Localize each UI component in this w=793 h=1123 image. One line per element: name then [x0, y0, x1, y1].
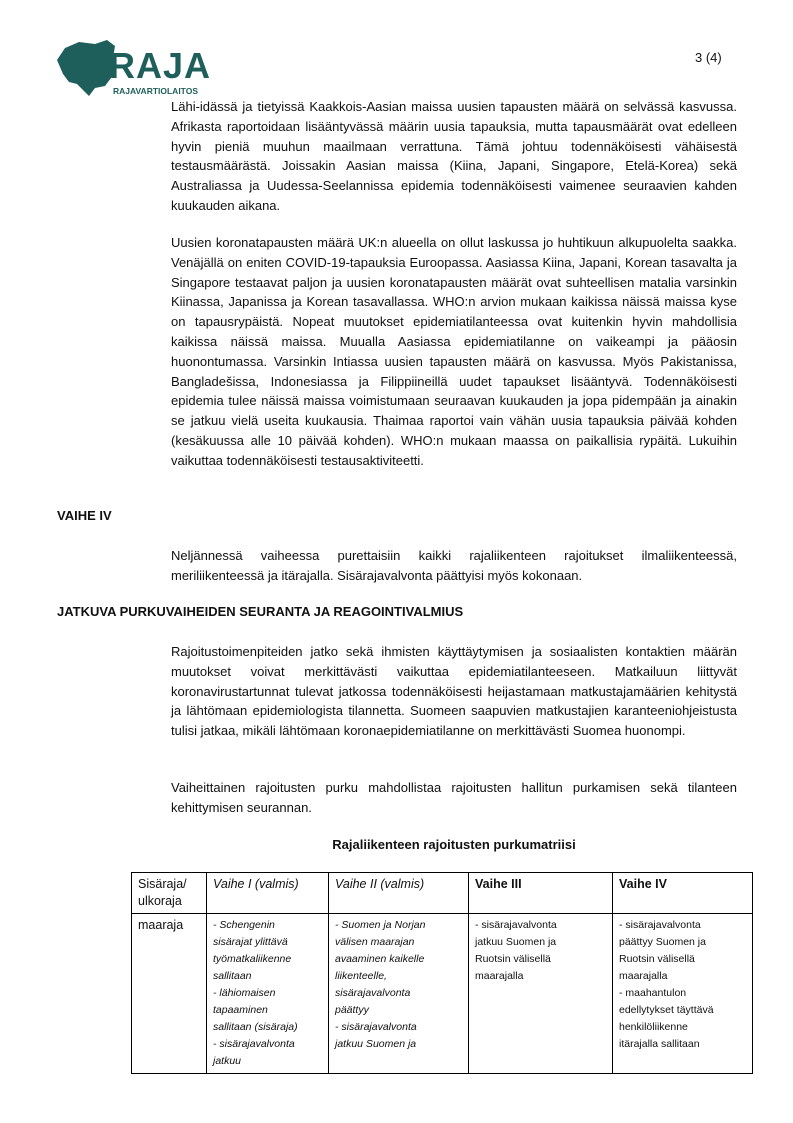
cell-line: - sisärajavalvonta: [335, 1021, 417, 1033]
cell-line: Ruotsin välisellä: [475, 953, 551, 965]
cell-line: - Schengenin: [213, 919, 275, 931]
paragraph-asia-situation: Lähi-idässä ja tietyissä Kaakkois-Aasian maissa uusien tapausten määrä on selvässä kasvussa. Afrikasta raportoidaan lisääntyvässä määrin uusia tapauksia, mutta tapausmäärät ovat edelleen hyvin pieniä muuhun maailmaan verrattuna. Tämä johtuu todennäköisesti vähäisestä testausmäärästä. Joissakin Aasian maissa (Kiina, Japani, Singapore, Etelä-Korea) sekä Australiassa ja Uudessa-Seelannissa epidemia todennäköisesti vaimenee seuraavien kahden kuukauden aikana.: [171, 99, 737, 213]
cell-line: välisen maarajan: [335, 936, 415, 948]
cell-line: - sisärajavalvonta: [475, 919, 557, 931]
svg-text:RAJA: RAJA: [109, 45, 212, 86]
paragraph-phased-lifting: Vaiheittainen rajoitusten purku mahdollistaa rajoitusten hallitun purkamisen sekä tilanteen kehittymisen seurannan.: [171, 780, 737, 815]
table-header-cell: Vaihe IV: [613, 873, 753, 914]
cell-line: liikenteelle,: [335, 970, 387, 982]
page-number: 3 (4): [695, 50, 722, 65]
restrictions-matrix-table: [131, 872, 753, 1074]
cell-line: tapaaminen: [213, 1004, 268, 1016]
cell-line: sallitaan (sisäraja): [213, 1021, 298, 1033]
table-header-cell: Vaihe III: [469, 873, 613, 914]
cell-line: - maahantulon: [619, 987, 687, 999]
table-row: [132, 914, 753, 1074]
cell-line: - sisärajavalvonta: [619, 919, 701, 931]
table-cell-label: maaraja: [132, 914, 207, 1074]
heading-monitoring: JATKUVA PURKUVAIHEIDEN SEURANTA JA REAGOINTIVALMIUS: [57, 604, 464, 619]
cell-line: maarajalla: [619, 970, 668, 982]
cell-line: jatkuu: [213, 1055, 242, 1067]
svg-text:RAJAVARTIOLAITOS: RAJAVARTIOLAITOS: [113, 86, 199, 96]
table-cell: [469, 914, 613, 1074]
cell-line: maarajalla: [475, 970, 524, 982]
table-cell: [613, 914, 753, 1074]
table-header-cell: Sisäraja/ ulkoraja: [132, 873, 207, 914]
heading-vaihe-iv: VAIHE IV: [57, 508, 112, 523]
cell-line: jatkuu Suomen ja: [475, 936, 557, 948]
cell-line: Ruotsin välisellä: [619, 953, 695, 965]
cell-line: päättyy: [335, 1004, 369, 1016]
cell-line: jatkuu Suomen ja: [335, 1038, 417, 1050]
cell-line: itärajalla sallitaan: [619, 1038, 700, 1050]
cell-line: henkilöliikenne: [619, 1021, 688, 1033]
cell-line: sisärajat ylittävä: [213, 936, 288, 948]
cell-line: - Suomen ja Norjan: [335, 919, 426, 931]
table-header-cell: Vaihe I (valmis): [207, 873, 329, 914]
cell-line: työmatkaliikenne: [213, 953, 292, 965]
cell-line: päättyy Suomen ja: [619, 936, 706, 948]
cell-line: edellytykset täyttävä: [619, 1004, 714, 1016]
cell-line: sisärajavalvonta: [335, 987, 411, 999]
rajavartiolaitos-logo: [55, 38, 212, 102]
table-title: Rajaliikenteen rajoitusten purkumatriisi: [332, 837, 576, 852]
table-header-cell: Vaihe II (valmis): [329, 873, 469, 914]
paragraph-monitoring: Rajoitustoimenpiteiden jatko sekä ihmisten käyttäytymisen ja sosiaalisten kontaktien määrän muutokset voivat merkittävästi vaikuttaa epidemiatilanteeseen. Matkailuun liittyvät koronavirustartunnat tulevat jatkossa todennäköisesti heijastamaan matkustajamäärien kehitystä ja lähtömaan epidemiologista tilannetta. Suomeen saapuvien matkustajien karanteeniohjeistusta tulisi jatkaa, mikäli lähtömaan koronaepidemiatilanne on merkittävästi Suomea huonompi.: [171, 644, 737, 739]
cell-line: - lähiomaisen: [213, 987, 276, 999]
cell-line: - sisärajavalvonta: [213, 1038, 295, 1050]
table-cell: [329, 914, 469, 1074]
paragraph-uk-russia-asia: Uusien koronatapausten määrä UK:n alueella on ollut laskussa jo huhtikuun alkupuolelta saakka. Venäjällä on eniten COVID-19-tapauksia Euroopassa. Aasiassa Kiina, Japani, Korean tasavalta ja Singapore testaavat paljon ja uusien koronatapausten määrät ovat suhteellisen matalia varsinkin Kiinassa, Japanissa ja Korean tasavallassa. WHO:n arvion mukaan kaikissa näissä maissa kyse on tapausrypäistä. Nopeat muutokset epidemiatilanteessa ovat kuitenkin hyvin mahdollisia kaikissa näissä maissa. Muualla Aasiassa epidemiatilanne on vaikeampi ja pääosin huonontumassa. Varsinkin Intiassa uusien tapausten määrä on kasvussa. Myös Pakistanissa, Bangladešissa, Indonesiassa ja Filippiineillä uudet tapaukset lisääntyvä. Todennäköisesti epidemia tulee näissä maissa voimistumaan seuraavan kuukauden ja jopa pidempään ja ainakin se jatkuu vielä useita kuukausia. Thaimaa raportoi vain vähän uusia tapauksia päivää kohden (kesäkuussa alle 10 päivää kohden). WHO:n mukaan maassa on paikallisia rypäitä. Lukuihin vaikuttaa todennäköisesti testausaktiviteetti.: [171, 235, 737, 468]
cell-line: sallitaan: [213, 970, 252, 982]
table-header-row: [132, 873, 753, 914]
table-cell: [207, 914, 329, 1074]
cell-line: avaaminen kaikelle: [335, 953, 425, 965]
paragraph-vaihe-iv: Neljännessä vaiheessa purettaisiin kaikki rajaliikenteen rajoitukset ilmaliikenteessä, meriliikenteessä ja itärajalla. Sisärajavalvonta päättyisi myös kokonaan.: [171, 548, 737, 583]
